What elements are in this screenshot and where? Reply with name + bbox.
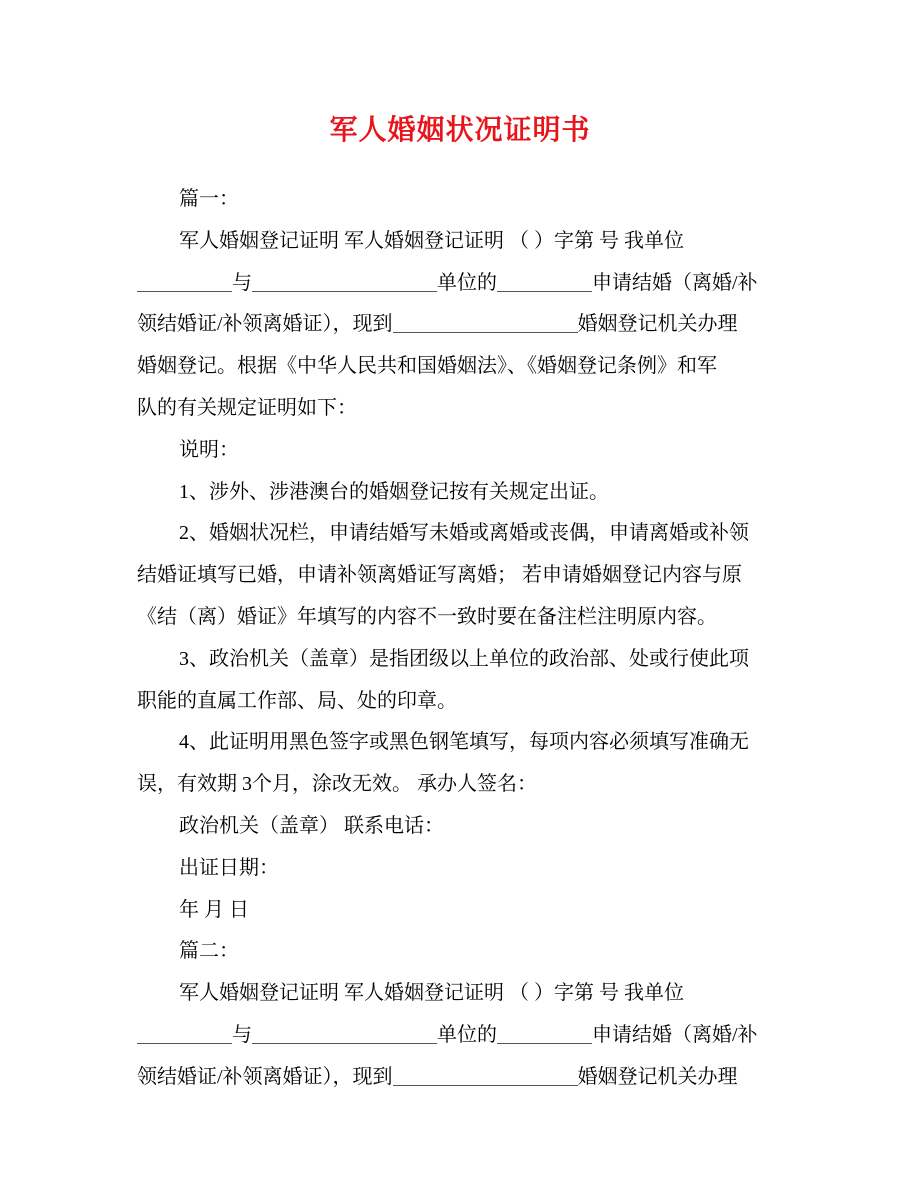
section-heading: 篇二：: [179, 940, 239, 963]
sign-line: 出证日期：: [179, 856, 279, 879]
notes-heading: 说明：: [179, 438, 239, 461]
text: 与: [232, 1023, 252, 1046]
fill-blank[interactable]: [497, 1023, 592, 1044]
paragraph-line: [137, 1057, 782, 1099]
note-line: 3、政治机关（盖章）是指团级以上单位的政治部、处或行使此项: [179, 647, 749, 670]
text: 婚姻登记机关办理: [577, 1065, 738, 1088]
text: 领结婚证/补领离婚证），现到: [137, 313, 393, 336]
text: 申请结婚（离婚/补: [592, 1023, 758, 1046]
note-line: 误，有效期 3个月，涂改无效。 承办人签名：: [137, 773, 537, 796]
note-line: 2、婚姻状况栏，申请结婚写未婚或离婚或丧偶，申请离婚或补领: [179, 522, 749, 545]
sign-line: 年 月 日: [179, 898, 249, 921]
paragraph-line: 军人婚姻登记证明 军人婚姻登记证明 （ ）字第 号 我单位: [179, 982, 684, 1005]
paragraph-line: 婚姻登记。根据《中华人民共和国婚姻法》、《婚姻登记条例》和军: [137, 355, 717, 378]
document-body: [137, 179, 782, 1099]
fill-blank[interactable]: [497, 271, 592, 292]
paragraph-line: [137, 263, 782, 305]
fill-blank[interactable]: [252, 271, 437, 292]
text: 申请结婚（离婚/补: [592, 271, 758, 294]
note-line: 4、此证明用黑色签字或黑色钢笔填写，每项内容必须填写准确无: [179, 731, 749, 754]
text: 领结婚证/补领离婚证），现到: [137, 1065, 393, 1088]
fill-blank[interactable]: [252, 1023, 437, 1044]
sign-line: 政治机关（盖章） 联系电话：: [179, 814, 444, 837]
text: 单位的: [437, 271, 497, 294]
section-heading: 篇一：: [179, 188, 239, 210]
fill-blank[interactable]: [393, 1065, 578, 1086]
note-line: 《结（离）婚证》年填写的内容不一致时要在备注栏注明原内容。: [137, 605, 717, 628]
paragraph-line: 队的有关规定证明如下：: [137, 396, 357, 419]
paragraph-line: 军人婚姻登记证明 军人婚姻登记证明 （ ）字第 号 我单位: [179, 229, 684, 252]
note-line: 结婚证填写已婚，申请补领离婚证写离婚； 若申请婚姻登记内容与原: [137, 564, 742, 587]
fill-blank[interactable]: [393, 312, 578, 333]
text: 婚姻登记机关办理: [577, 313, 738, 336]
paragraph-line: [137, 1015, 782, 1057]
note-line: 职能的直属工作部、局、处的印章。: [137, 689, 457, 712]
note-line: 1、涉外、涉港澳台的婚姻登记按有关规定出证。: [179, 480, 609, 503]
paragraph-line: [137, 304, 782, 346]
document-title: 军人婚姻状况证明书: [329, 115, 591, 146]
text: 单位的: [437, 1023, 497, 1046]
fill-blank[interactable]: [137, 1023, 232, 1044]
text: 与: [232, 271, 252, 294]
fill-blank[interactable]: [137, 271, 232, 292]
